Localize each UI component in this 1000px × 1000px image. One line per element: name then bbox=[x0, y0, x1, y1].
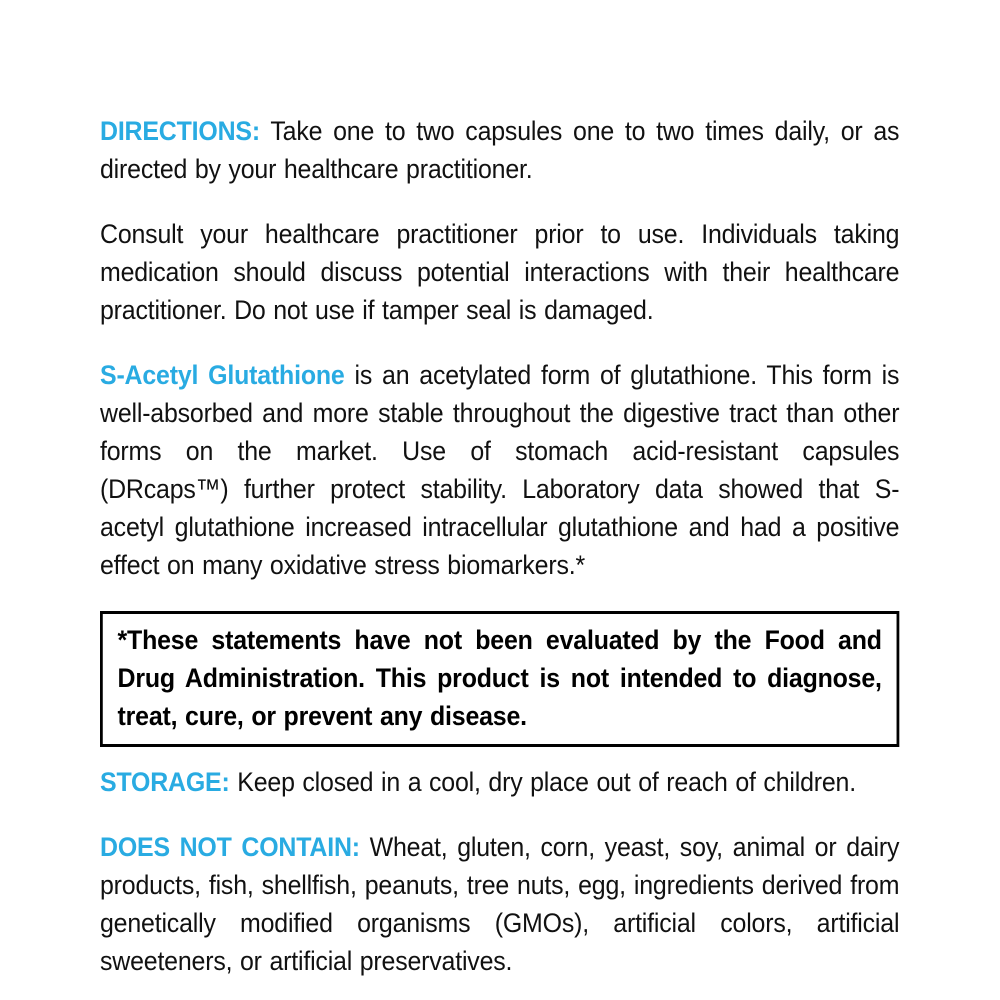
directions-text: Take one to two capsules one to two times daily, or as directed by your healthcare practitioner. bbox=[100, 116, 900, 184]
storage-text: Keep closed in a cool, dry place out of reach of children. bbox=[237, 767, 856, 797]
does-not-contain-paragraph bbox=[100, 828, 899, 980]
supplement-label-panel bbox=[100, 112, 899, 980]
consult-paragraph bbox=[100, 215, 899, 329]
storage-paragraph bbox=[100, 763, 899, 801]
fda-disclaimer-text: *These statements have not been evaluated by the Food and Drug Administration. This product is not intended to diagnose, treat, cure, or prevent any disease. bbox=[117, 625, 882, 731]
consult-text: Consult your healthcare practitioner prior to use. Individuals taking medication should discuss potential interactions with their healthcare practitioner. Do not use if tamper seal is damaged. bbox=[100, 219, 900, 325]
fda-disclaimer-box bbox=[100, 611, 899, 747]
does-not-contain-text: Wheat, gluten, corn, yeast, soy, animal or dairy products, fish, shellfish, peanuts, tree nuts, egg, ingredients derived from genetically modified organisms (GMOs), artificial colors, artificial sweeteners, or artificial preservatives. bbox=[100, 832, 900, 976]
product-name-heading: S-Acetyl Glutathione bbox=[100, 360, 345, 390]
product-description-text: is an acetylated form of glutathione. This form is well-absorbed and more stable throughout the digestive tract than other forms on the market. Use of stomach acid-resistant capsules (DRcaps™) further protect stability. Laboratory data showed that S-acetyl glutathione increased intracellular glutathione and had a positive effect on many oxidative stress biomarkers.* bbox=[100, 360, 900, 580]
directions-paragraph bbox=[100, 112, 899, 188]
product-description-paragraph bbox=[100, 356, 899, 584]
directions-heading: DIRECTIONS: bbox=[100, 116, 260, 146]
storage-heading: STORAGE: bbox=[100, 767, 230, 797]
does-not-contain-heading: DOES NOT CONTAIN: bbox=[100, 832, 360, 862]
